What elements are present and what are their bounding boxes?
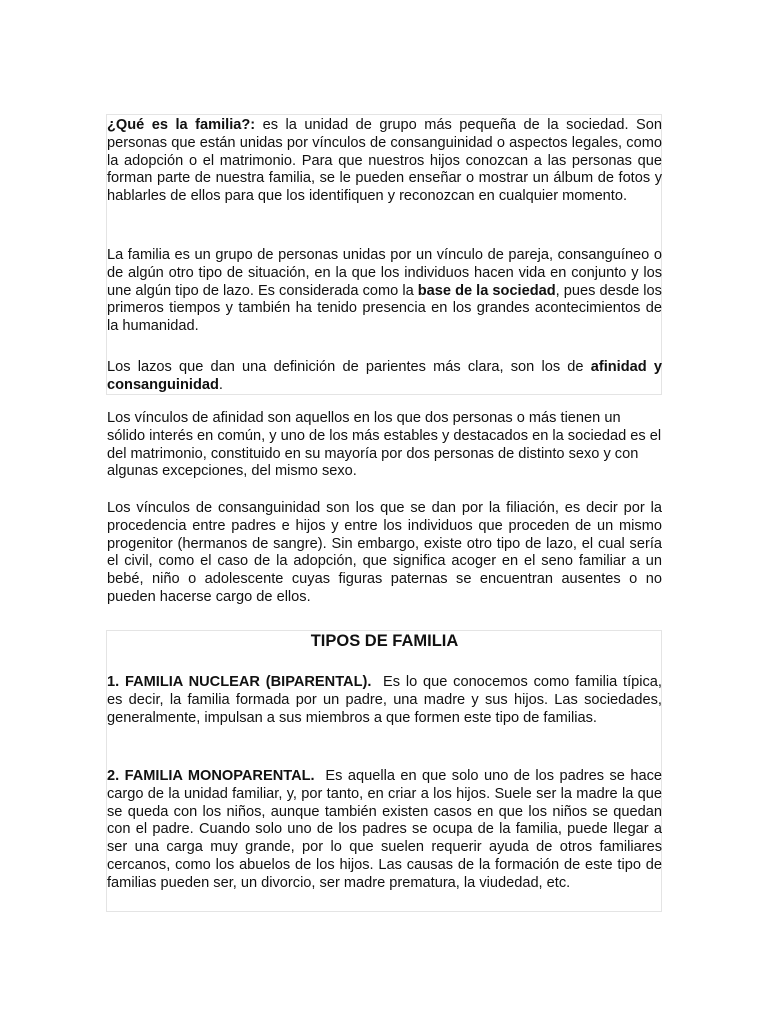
para2-bold-term: base de la sociedad bbox=[417, 282, 556, 299]
para3-text-after: . bbox=[218, 376, 223, 393]
para2-text-after: , pues desde los primeros tiempos y también ha tenido presencia en los grandes acontecimientos de la humanidad. bbox=[107, 282, 662, 335]
item-single-parent-family bbox=[107, 768, 667, 893]
item-nuclear-family bbox=[107, 674, 667, 727]
paragraph-affinity: Los vínculos de afinidad son aquellos en los que dos personas o más tienen un sólido interés en común, y uno de los más estables y destacados en la sociedad es el del matrimonio, constituido en su mayoría por dos personas de distinto sexo y con algunas excepciones, del mismo sexo. bbox=[107, 410, 662, 480]
paragraph-bonds bbox=[107, 359, 662, 395]
paragraph-family-definition bbox=[107, 247, 662, 336]
item1-heading: 1. FAMILIA NUCLEAR (BIPARENTAL). bbox=[107, 674, 372, 690]
question-label: ¿Qué es la familia?: bbox=[107, 117, 256, 133]
para3-text-before: Los lazos que dan una definición de parientes más clara, son los de bbox=[107, 359, 591, 375]
item2-heading: 2. FAMILIA MONOPARENTAL. bbox=[107, 768, 315, 784]
para2-text-before: La familia es un grupo de personas unidas por un vínculo de pareja, consanguíneo o de algún otro tipo de situación, en la que los individuos hacen vida en conjunto y los une algún tipo de lazo. Es considerada como la bbox=[107, 247, 662, 299]
paragraph-what-is-family bbox=[107, 117, 662, 206]
item1-text: Es lo que conocemos como familia típica, es decir, la familia formada por un padre, una madre y sus hijos. Las sociedades, generalmente, impulsan a sus miembros a que formen este tipo de familias. bbox=[107, 674, 667, 726]
para3-bold-term: afinidad y consanguinidad bbox=[107, 359, 662, 393]
question-text: es la unidad de grupo más pequeña de la sociedad. Son personas que están unidas por vínculos de consanguinidad o aspectos legales, como la adopción o el matrimonio. Para que nuestros hijos conozcan a las personas que forman parte de nuestra familia, se le pueden enseñar o mostrar un álbum de fotos y hablarles de ellos para que los identifiquen y reconozcan en cualquier momento. bbox=[107, 117, 663, 205]
paragraph-consanguinity: Los vínculos de consanguinidad son los que se dan por la filiación, es decir por la procedencia entre padres e hijos y entre los individuos que proceden de un mismo progenitor (hermanos de sangre). Sin embargo, existe otro tipo de lazo, el cual sería el civil, como el caso de la adopción, que significa acoger en el seno familiar a un bebé, niño o adolescente cuyas figuras paternas se encuentran ausentes o no pueden hacerse cargo de ellos. bbox=[107, 500, 662, 605]
item2-text: Es aquella en que solo uno de los padres se hace cargo de la unidad familiar, y, por tanto, en criar a los hijos. Suele ser la madre la que se queda con los niños, aunque también existen casos en que los niños se quedan con el padre. Cuando solo uno de los padres se ocupa de la familia, puede llegar a ser una carga muy grande, por lo que suelen requerir ayuda de otros familiares cercanos, como los abuelos de los hijos. Las causas de la formación de este tipo de familias pueden ser, un divorcio, ser madre prematura, la viudedad, etc. bbox=[107, 768, 667, 891]
family-types-title: TIPOS DE FAMILIA bbox=[310, 632, 459, 650]
